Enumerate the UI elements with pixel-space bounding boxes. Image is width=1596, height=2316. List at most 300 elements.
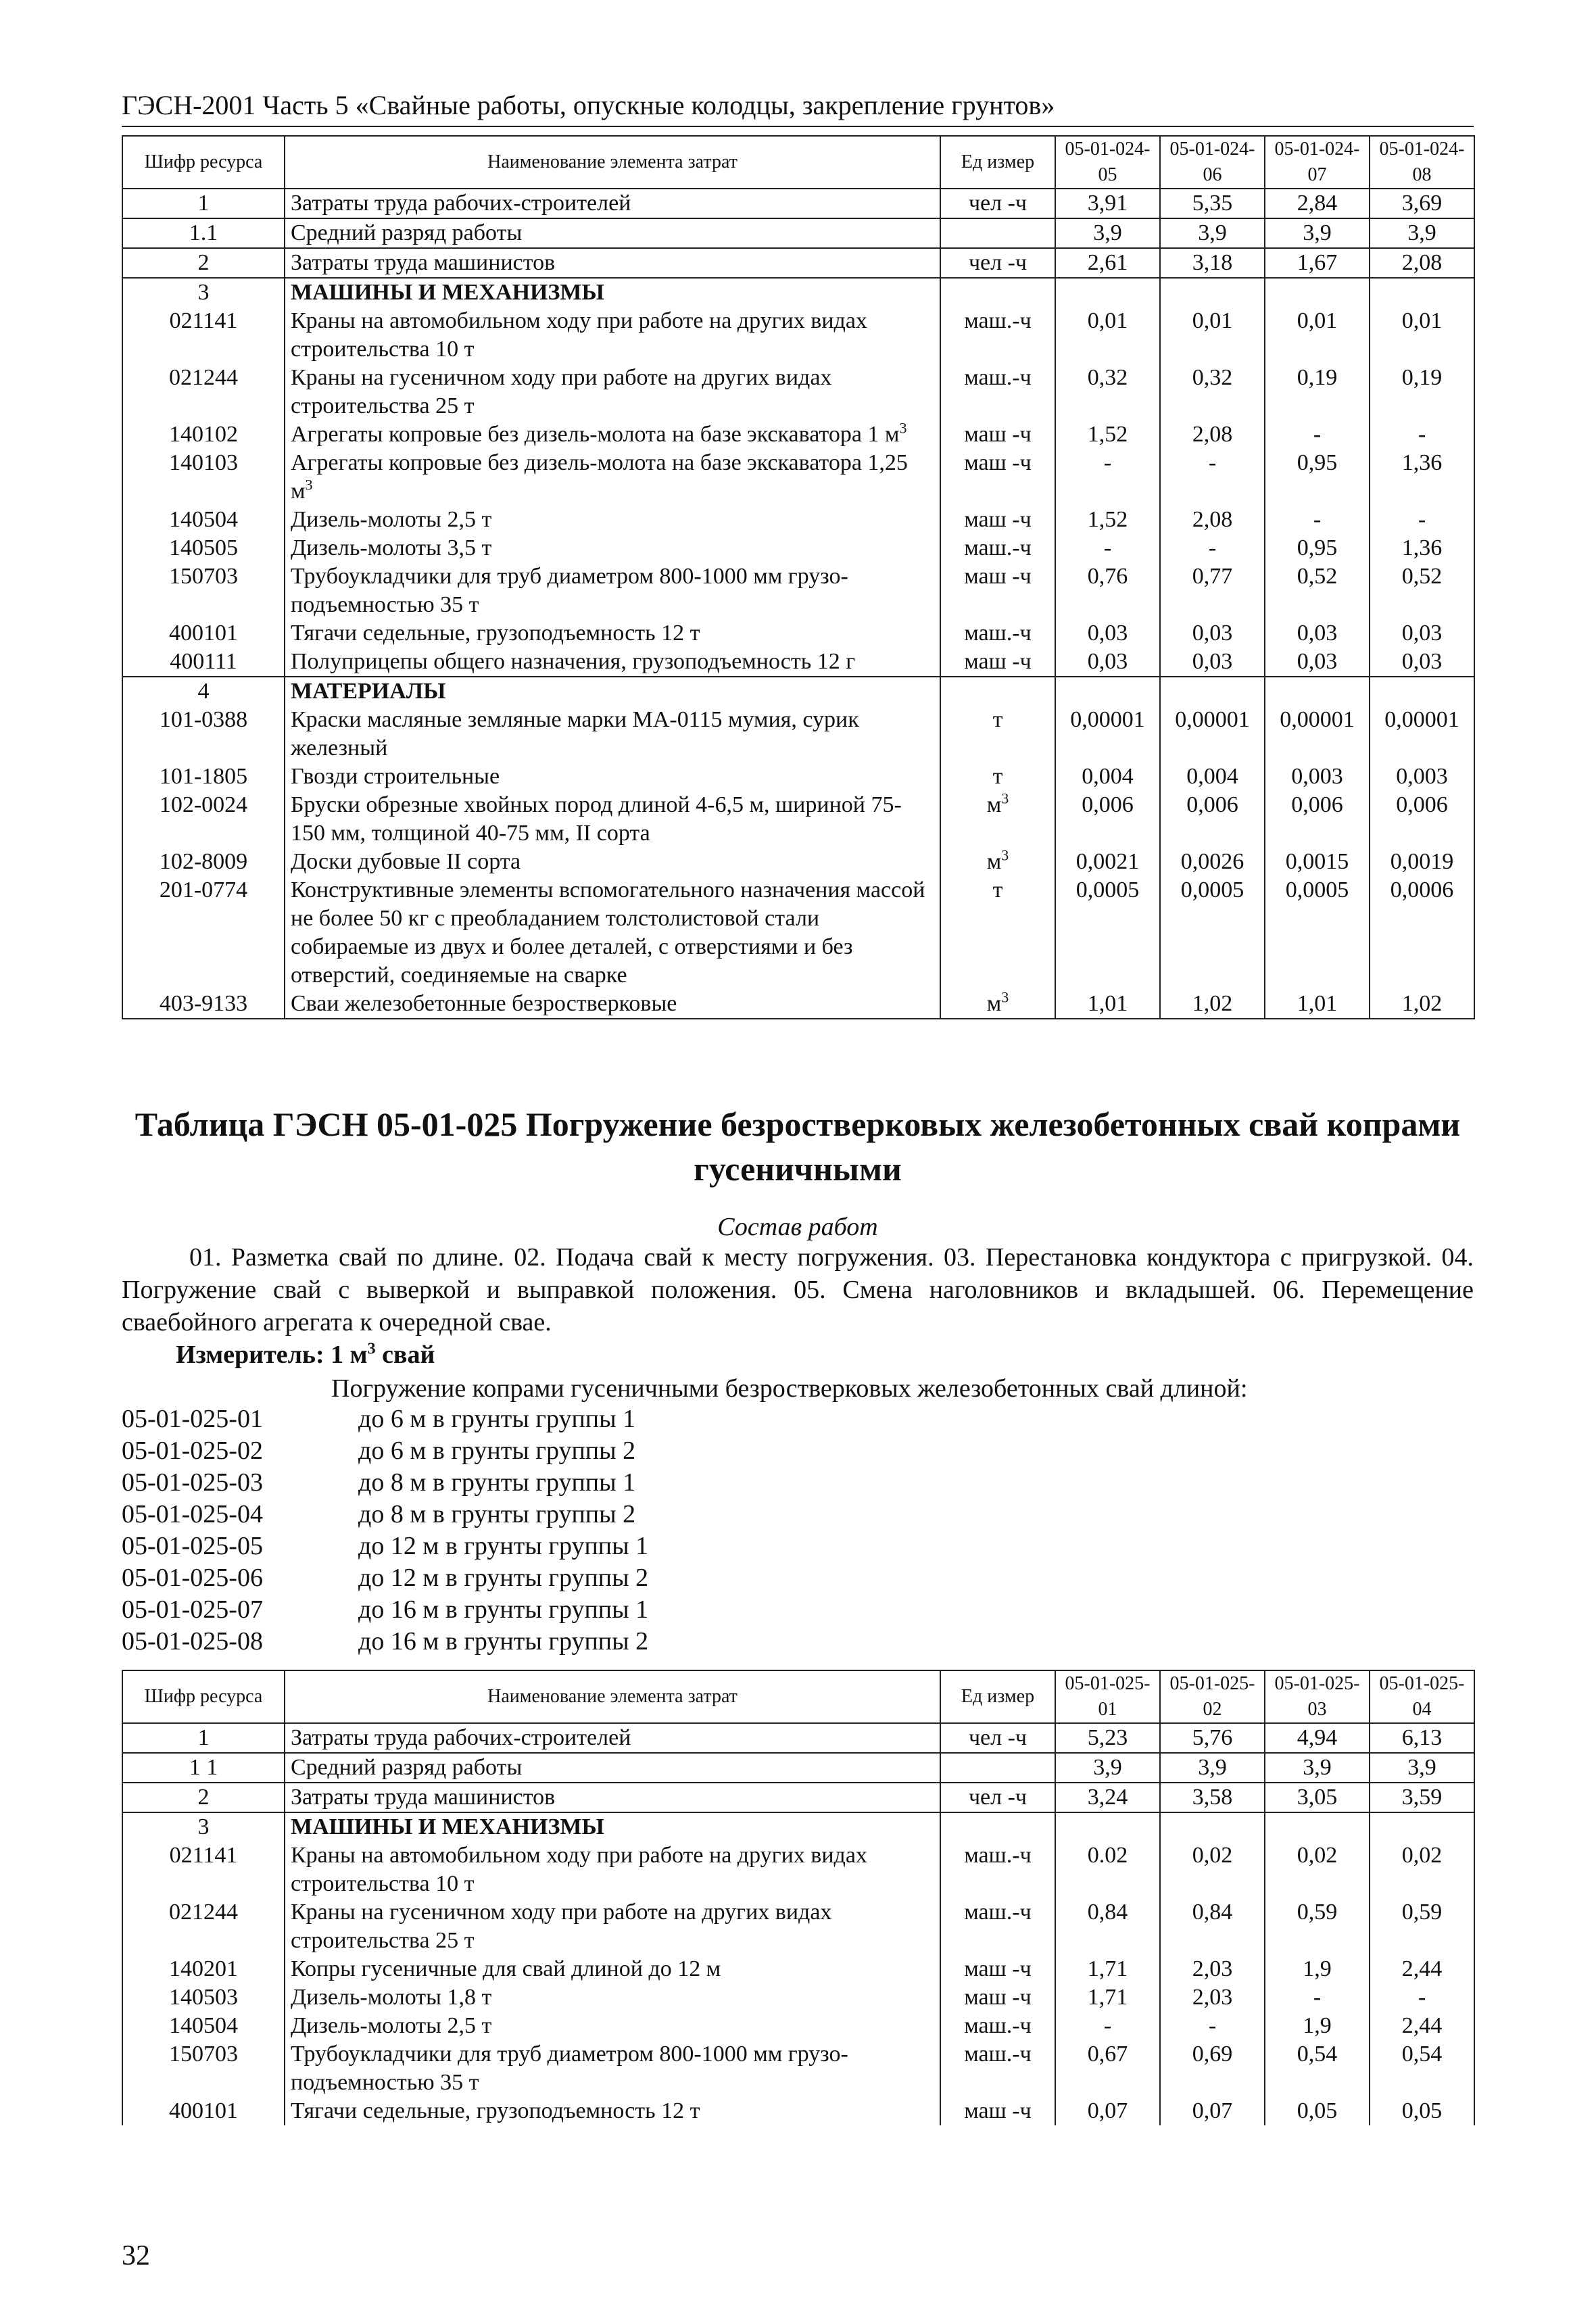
resource-unit <box>940 706 1055 763</box>
resource-table-024 <box>122 135 1475 1019</box>
table-row <box>122 2097 1474 2125</box>
resource-name <box>285 848 940 876</box>
resource-value: 0,0006 <box>1370 876 1474 990</box>
resource-code: 140103 <box>122 449 285 506</box>
resource-unit-text: маш.-ч <box>964 2042 1032 2067</box>
resource-name <box>285 189 940 218</box>
resource-value: 1,01 <box>1055 990 1160 1019</box>
resource-value: 3,9 <box>1160 1753 1265 1783</box>
resource-value: 3,05 <box>1265 1783 1370 1812</box>
table-row <box>122 506 1474 534</box>
resource-unit-text: маш.-ч <box>964 365 1032 390</box>
resource-value: - <box>1160 2012 1265 2040</box>
table-row <box>122 1983 1474 2012</box>
resource-value: 6,13 <box>1370 1723 1474 1753</box>
resource-unit-text: маш.-ч <box>964 535 1032 560</box>
table-row <box>122 534 1474 562</box>
resource-value <box>1160 278 1265 307</box>
resource-value: - <box>1370 1983 1474 2012</box>
resource-name <box>285 2097 940 2125</box>
resource-value: 0,52 <box>1265 562 1370 619</box>
resource-value: 0,00001 <box>1160 706 1265 763</box>
resource-value: 0,03 <box>1265 619 1370 648</box>
resource-name <box>285 1753 940 1783</box>
resource-value: 0,0015 <box>1265 848 1370 876</box>
resource-name-text: Средний разряд работы <box>291 220 523 245</box>
resource-unit-sup: 3 <box>1001 790 1009 807</box>
resource-value: - <box>1265 420 1370 449</box>
resource-name-text: Краны на гусеничном ходу при работе на других видах строительства 25 т <box>291 365 832 418</box>
variant-item <box>122 1594 648 1626</box>
resource-unit-text: маш -ч <box>964 422 1032 447</box>
resource-value: 0,07 <box>1160 2097 1265 2125</box>
resource-name-text: Агрегаты копровые без дизель-молота на базе экскаватора 1,25 м <box>291 450 908 504</box>
resource-name-text: Затраты труда машинистов <box>291 250 556 275</box>
resource-value: 0,95 <box>1265 449 1370 506</box>
resource-value: 1,02 <box>1160 990 1265 1019</box>
table-row <box>122 1812 1474 1841</box>
resource-value <box>1160 677 1265 706</box>
table-row <box>122 619 1474 648</box>
resource-value: 0,59 <box>1370 1898 1474 1955</box>
variant-text: до 6 м в грунты группы 2 <box>358 1437 636 1465</box>
meter-value: 1 м <box>331 1341 368 1369</box>
resource-value: 0,05 <box>1370 2097 1474 2125</box>
resource-name-text: Дизель-молоты 1,8 т <box>291 1985 492 2010</box>
resource-value: - <box>1160 534 1265 562</box>
resource-name <box>285 677 940 706</box>
resource-value: 0,54 <box>1370 2040 1474 2097</box>
resource-value: 1,36 <box>1370 449 1474 506</box>
resource-code: 140505 <box>122 534 285 562</box>
variant-text: до 12 м в грунты группы 1 <box>358 1532 649 1560</box>
resource-code: 1.1 <box>122 218 285 248</box>
resource-value: 1,9 <box>1265 2012 1370 2040</box>
resource-name <box>285 248 940 278</box>
resource-value: 0,07 <box>1055 2097 1160 2125</box>
resource-unit <box>940 2012 1055 2040</box>
resource-value: 5,76 <box>1160 1723 1265 1753</box>
resource-unit <box>940 307 1055 364</box>
resource-value <box>1265 278 1370 307</box>
resource-unit <box>940 677 1055 706</box>
variant-item <box>122 1499 648 1530</box>
resource-name <box>285 562 940 619</box>
resource-value: 2,03 <box>1160 1983 1265 2012</box>
table-row <box>122 990 1474 1019</box>
resource-value: 2,08 <box>1160 506 1265 534</box>
resource-code: 021244 <box>122 1898 285 1955</box>
resource-name-text: Трубоукладчики для труб диаметром 800-1000 мм грузо-подъемностью 35 т <box>291 2042 848 2095</box>
resource-unit-text: м <box>986 792 1002 817</box>
resource-unit-text: маш -ч <box>964 450 1032 475</box>
resource-name <box>285 534 940 562</box>
resource-value: 0,03 <box>1370 619 1474 648</box>
resource-unit-text: маш -ч <box>964 564 1032 589</box>
resource-code: 101-1805 <box>122 763 285 791</box>
resource-name <box>285 1955 940 1983</box>
resource-value: 0,02 <box>1265 1841 1370 1898</box>
variant-item <box>122 1530 648 1562</box>
variant-text: до 16 м в грунты группы 1 <box>358 1595 649 1624</box>
resource-unit <box>940 1955 1055 1983</box>
table-row <box>122 2012 1474 2040</box>
resource-name-text: Бруски обрезные хвойных пород длиной 4-6,5 м, шириной 75-150 мм, толщиной 40-75 мм, II сорта <box>291 792 902 846</box>
resource-name <box>285 1841 940 1898</box>
resource-code: 150703 <box>122 2040 285 2097</box>
composition-text: 01. Разметка свай по длине. 02. Подача свай к месту погружения. 03. Перестановка кондуктора с пригрузкой. 04. Погружение свай с выверкой и выправкой положения. 05. Смена наголовников и вкладышей. 06. Перемещение сваебойного агрегата к очередной свае. <box>122 1243 1474 1336</box>
variant-code: 05-01-025-04 <box>122 1500 263 1528</box>
resource-value: 2,03 <box>1160 1955 1265 1983</box>
variant-text: до 12 м в грунты группы 2 <box>358 1564 649 1592</box>
resource-code: 140503 <box>122 1983 285 2012</box>
resource-name-text: Затраты труда рабочих-строителей <box>291 1725 631 1750</box>
resource-value: 0,84 <box>1160 1898 1265 1955</box>
resource-value: 3,9 <box>1265 1753 1370 1783</box>
resource-unit <box>940 1783 1055 1812</box>
resource-name-text: МАШИНЫ И МЕХАНИЗМЫ <box>291 1814 604 1839</box>
resource-value: - <box>1265 1983 1370 2012</box>
resource-unit <box>940 2097 1055 2125</box>
resource-name <box>285 1898 940 1955</box>
resource-value: 0,03 <box>1370 648 1474 677</box>
variant-code: 05-01-025-01 <box>122 1405 263 1433</box>
resource-value: 3,18 <box>1160 248 1265 278</box>
resource-unit-text: чел -ч <box>968 250 1027 275</box>
resource-code: 021244 <box>122 364 285 420</box>
resource-unit-text: маш -ч <box>964 2098 1032 2123</box>
variant-code: 05-01-025-02 <box>122 1437 263 1465</box>
resource-unit-text: чел -ч <box>968 1785 1027 1810</box>
running-header: ГЭСН-2001 Часть 5 «Свайные работы, опускные колодцы, закрепление грунтов» <box>122 90 1055 120</box>
resource-name <box>285 1723 940 1753</box>
header-col-3: 05-01-024-07 <box>1265 136 1370 189</box>
resource-unit-text: маш -ч <box>964 649 1032 674</box>
resource-code: 150703 <box>122 562 285 619</box>
resource-unit <box>940 364 1055 420</box>
resource-value: 2,61 <box>1055 248 1160 278</box>
header-col-4: 05-01-024-08 <box>1370 136 1474 189</box>
resource-name-text: Краны на гусеничном ходу при работе на других видах строительства 25 т <box>291 1900 832 1953</box>
resource-value: 0,006 <box>1055 791 1160 848</box>
variant-text: до 16 м в грунты группы 2 <box>358 1627 649 1656</box>
resource-value <box>1265 677 1370 706</box>
resource-code: 102-0024 <box>122 791 285 848</box>
resource-value <box>1370 1812 1474 1841</box>
resource-code: 140201 <box>122 1955 285 1983</box>
resource-unit <box>940 619 1055 648</box>
resource-value: 2,44 <box>1370 2012 1474 2040</box>
resource-name <box>285 648 940 677</box>
resource-unit <box>940 1753 1055 1783</box>
table-row <box>122 218 1474 248</box>
resource-value: - <box>1055 449 1160 506</box>
page-number: 32 <box>122 2240 150 2271</box>
resource-unit-text: маш.-ч <box>964 308 1032 333</box>
resource-value <box>1055 1812 1160 1841</box>
table-row <box>122 1955 1474 1983</box>
resource-value: 2,08 <box>1160 420 1265 449</box>
resource-value: 0,03 <box>1160 619 1265 648</box>
resource-value: 0,006 <box>1370 791 1474 848</box>
resource-unit-sup: 3 <box>1001 846 1009 864</box>
resource-unit-text: т <box>992 877 1003 902</box>
resource-unit <box>940 2040 1055 2097</box>
resource-name-text: Копры гусеничные для свай длиной до 12 м <box>291 1956 721 1981</box>
variant-text: до 8 м в грунты группы 1 <box>358 1468 636 1497</box>
resource-unit-text: маш -ч <box>964 507 1032 532</box>
table-row <box>122 364 1474 420</box>
resource-unit <box>940 562 1055 619</box>
table-row <box>122 763 1474 791</box>
variant-item <box>122 1626 648 1658</box>
resource-code: 400101 <box>122 2097 285 2125</box>
resource-name <box>285 791 940 848</box>
resource-name-text: Затраты труда рабочих-строителей <box>291 191 631 216</box>
resource-value: 0,00001 <box>1370 706 1474 763</box>
header-col-4: 05-01-025-04 <box>1370 1670 1474 1723</box>
resource-name-text: Краны на автомобильном ходу при работе на других видах строительства 10 т <box>291 308 867 362</box>
variant-item <box>122 1467 648 1499</box>
table-row <box>122 848 1474 876</box>
resource-value: 0,02 <box>1160 1841 1265 1898</box>
resource-value: 0,0021 <box>1055 848 1160 876</box>
resource-unit-text: м <box>986 849 1002 874</box>
variant-item <box>122 1403 648 1435</box>
resource-value: 0,0005 <box>1160 876 1265 990</box>
resource-unit <box>940 990 1055 1019</box>
header-unit: Ед измер <box>940 1670 1055 1723</box>
resource-code: 4 <box>122 677 285 706</box>
resource-value: 1,71 <box>1055 1983 1160 2012</box>
resource-value: 0,01 <box>1370 307 1474 364</box>
resource-name <box>285 506 940 534</box>
resource-value: 0,84 <box>1055 1898 1160 1955</box>
header-col-3: 05-01-025-03 <box>1265 1670 1370 1723</box>
table-row <box>122 562 1474 619</box>
resource-code: 101-0388 <box>122 706 285 763</box>
resource-value: 0,03 <box>1055 619 1160 648</box>
resource-value: 3,69 <box>1370 189 1474 218</box>
resource-value: 3,58 <box>1160 1783 1265 1812</box>
resource-value: 1,02 <box>1370 990 1474 1019</box>
resource-name <box>285 990 940 1019</box>
resource-value: 5,35 <box>1160 189 1265 218</box>
resource-unit-text: чел -ч <box>968 1725 1027 1750</box>
resource-name <box>285 763 940 791</box>
variant-item <box>122 1435 648 1467</box>
resource-value: 2,08 <box>1370 248 1474 278</box>
variant-code: 05-01-025-06 <box>122 1564 263 1592</box>
table-row <box>122 876 1474 990</box>
resource-name-text: Сваи железобетонные безростверковые <box>291 991 677 1016</box>
resource-name <box>285 2012 940 2040</box>
resource-value: 0,00001 <box>1055 706 1160 763</box>
resource-value <box>1370 677 1474 706</box>
variant-code: 05-01-025-07 <box>122 1595 263 1624</box>
resource-code: 140504 <box>122 506 285 534</box>
table-row <box>122 278 1474 307</box>
resource-value: 1,36 <box>1370 534 1474 562</box>
resource-value <box>1370 278 1474 307</box>
resource-value: 0.02 <box>1055 1841 1160 1898</box>
resource-value: 1,67 <box>1265 248 1370 278</box>
resource-name-sup: 3 <box>305 476 313 493</box>
resource-code: 1 <box>122 189 285 218</box>
resource-name <box>285 449 940 506</box>
resource-name-text: Средний разряд работы <box>291 1755 523 1780</box>
resource-name <box>285 420 940 449</box>
table-row <box>122 1898 1474 1955</box>
resource-value <box>1055 278 1160 307</box>
resource-value: 0,01 <box>1160 307 1265 364</box>
resource-value: 3,59 <box>1370 1783 1474 1812</box>
resource-name-text: Конструктивные элементы вспомогательного назначения массой не более 50 кг с преобладанием толстолистовой стали собираемые из двух и более деталей, с отверстиями и без отверстий, соединяемые на сварке <box>291 877 925 988</box>
resource-unit <box>940 1983 1055 2012</box>
resource-code: 400111 <box>122 648 285 677</box>
resource-name-text: Агрегаты копровые без дизель-молота на базе экскаватора 1 м <box>291 422 900 447</box>
resource-value: - <box>1370 420 1474 449</box>
resource-unit <box>940 278 1055 307</box>
resource-value: - <box>1370 506 1474 534</box>
resource-name-text: Краны на автомобильном ходу при работе на других видах строительства 10 т <box>291 1843 867 1896</box>
resource-value: - <box>1055 534 1160 562</box>
header-name: Наименование элемента затрат <box>285 136 940 189</box>
header-col-1: 05-01-024-05 <box>1055 136 1160 189</box>
resource-value: 0,004 <box>1055 763 1160 791</box>
header-unit: Ед измер <box>940 136 1055 189</box>
resource-value: 3,9 <box>1055 1753 1160 1783</box>
resource-unit <box>940 420 1055 449</box>
resource-value: 0,76 <box>1055 562 1160 619</box>
resource-value: 0,01 <box>1265 307 1370 364</box>
resource-value: 3,9 <box>1370 1753 1474 1783</box>
resource-name <box>285 364 940 420</box>
resource-value: 5,23 <box>1055 1723 1160 1753</box>
resource-value: 0,03 <box>1160 648 1265 677</box>
resource-name-text: Дизель-молоты 2,5 т <box>291 2013 492 2038</box>
resource-name-text: Дизель-молоты 3,5 т <box>291 535 492 560</box>
resource-value: - <box>1160 449 1265 506</box>
resource-value: 3,9 <box>1160 218 1265 248</box>
resource-name-text: Полуприцепы общего назначения, грузоподъемность 12 г <box>291 649 856 674</box>
resource-unit <box>940 1841 1055 1898</box>
table-row <box>122 307 1474 364</box>
header-code: Шифр ресурса <box>122 136 285 189</box>
resource-value: 0,006 <box>1265 791 1370 848</box>
resource-unit-text: маш -ч <box>964 1956 1032 1981</box>
resource-code: 3 <box>122 1812 285 1841</box>
resource-value: 1,52 <box>1055 506 1160 534</box>
resource-code: 3 <box>122 278 285 307</box>
resource-unit <box>940 506 1055 534</box>
resource-name-text: МАШИНЫ И МЕХАНИЗМЫ <box>291 280 604 305</box>
resource-name <box>285 876 940 990</box>
resource-unit <box>940 1898 1055 1955</box>
variant-code: 05-01-025-03 <box>122 1468 263 1497</box>
resource-code: 140102 <box>122 420 285 449</box>
resource-unit-text: т <box>992 707 1003 732</box>
resource-value: 0,32 <box>1055 364 1160 420</box>
meter-unit: свай <box>382 1341 435 1369</box>
resource-unit <box>940 848 1055 876</box>
resource-unit <box>940 449 1055 506</box>
resource-unit-text: м <box>986 991 1002 1016</box>
resource-unit-text: маш -ч <box>964 1985 1032 2010</box>
resource-value: 0,004 <box>1160 763 1265 791</box>
resource-unit <box>940 1723 1055 1753</box>
resource-code: 021141 <box>122 1841 285 1898</box>
resource-value: 3,9 <box>1055 218 1160 248</box>
resource-name-text: Тягачи седельные, грузоподъемность 12 т <box>291 2098 700 2123</box>
table-row <box>122 189 1474 218</box>
resource-code: 1 1 <box>122 1753 285 1783</box>
resource-code: 102-8009 <box>122 848 285 876</box>
resource-value: 0,0026 <box>1160 848 1265 876</box>
resource-value: 0,0005 <box>1055 876 1160 990</box>
resource-value: 0,003 <box>1370 763 1474 791</box>
resource-name <box>285 1783 940 1812</box>
resource-code: 2 <box>122 248 285 278</box>
variant-code: 05-01-025-08 <box>122 1627 263 1656</box>
resource-code: 201-0774 <box>122 876 285 990</box>
resource-value: 0,19 <box>1370 364 1474 420</box>
resource-name-text: Гвозди строительные <box>291 764 500 789</box>
resource-value: 0,03 <box>1265 648 1370 677</box>
resource-value: 1,9 <box>1265 1955 1370 1983</box>
table-row <box>122 706 1474 763</box>
table-row <box>122 791 1474 848</box>
table-row <box>122 1753 1474 1783</box>
resource-value: 0,77 <box>1160 562 1265 619</box>
resource-unit <box>940 189 1055 218</box>
header-code: Шифр ресурса <box>122 1670 285 1723</box>
resource-value: - <box>1055 2012 1160 2040</box>
variant-item <box>122 1562 648 1594</box>
resource-unit <box>940 648 1055 677</box>
resource-value: 1,01 <box>1265 990 1370 1019</box>
resource-value: 0,52 <box>1370 562 1474 619</box>
table-row <box>122 1783 1474 1812</box>
variant-code: 05-01-025-05 <box>122 1532 263 1560</box>
resource-value: 0,0019 <box>1370 848 1474 876</box>
resource-value: 0,01 <box>1055 307 1160 364</box>
resource-value: 3,9 <box>1265 218 1370 248</box>
resource-name-sup: 3 <box>899 419 907 437</box>
header-col-2: 05-01-024-06 <box>1160 136 1265 189</box>
table-row <box>122 2040 1474 2097</box>
resource-unit-text: т <box>992 764 1003 789</box>
resource-value: 3,9 <box>1370 218 1474 248</box>
table-row <box>122 248 1474 278</box>
table-row <box>122 1723 1474 1753</box>
header-name: Наименование элемента затрат <box>285 1670 940 1723</box>
resource-code: 1 <box>122 1723 285 1753</box>
resource-value: 0,00001 <box>1265 706 1370 763</box>
resource-name-text: Доски дубовые II сорта <box>291 849 521 874</box>
table-row <box>122 677 1474 706</box>
resource-value: 0,32 <box>1160 364 1265 420</box>
meter <box>176 1338 435 1371</box>
resource-code: 403-9133 <box>122 990 285 1019</box>
resource-value: 0,03 <box>1055 648 1160 677</box>
resource-name <box>285 706 940 763</box>
resource-code: 2 <box>122 1783 285 1812</box>
resource-value: 0,54 <box>1265 2040 1370 2097</box>
variant-text: до 8 м в грунты группы 2 <box>358 1500 636 1528</box>
resource-unit <box>940 876 1055 990</box>
resource-unit-text: маш.-ч <box>964 1900 1032 1925</box>
